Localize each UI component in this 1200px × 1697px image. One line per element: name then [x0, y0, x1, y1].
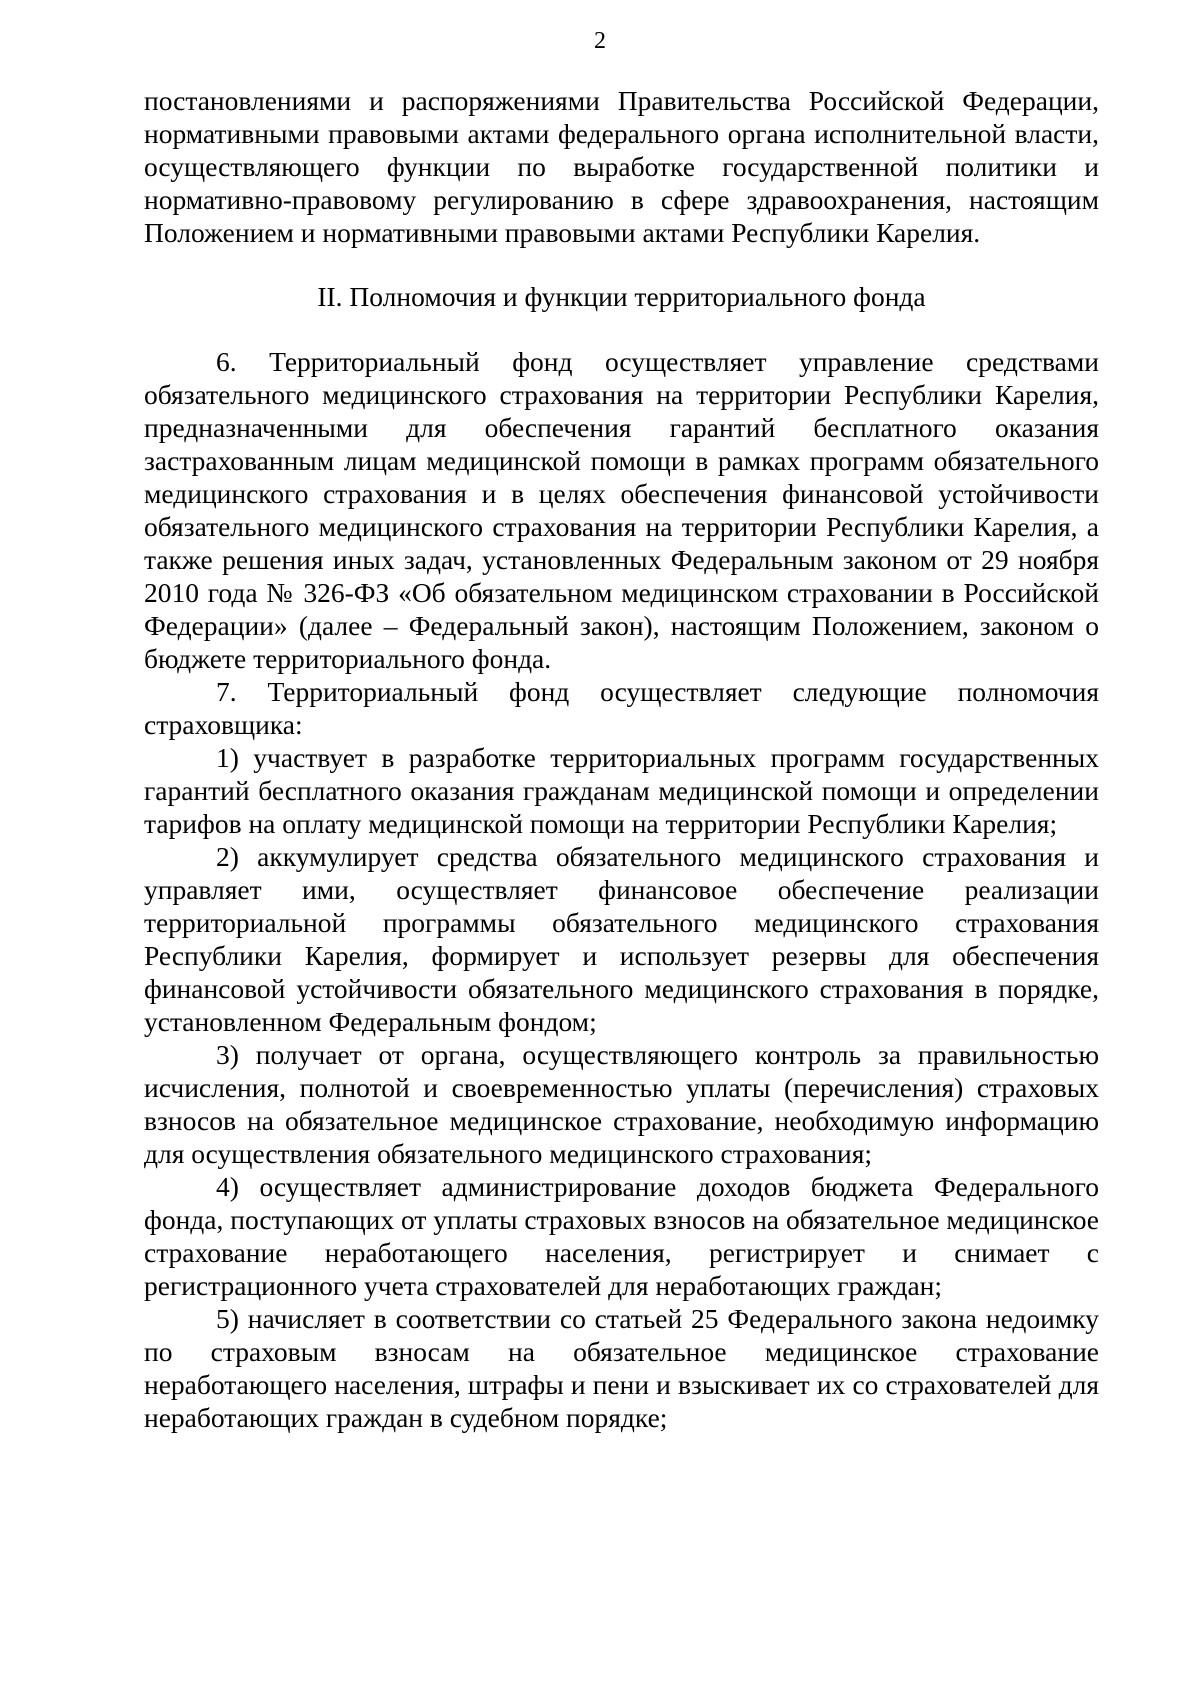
- paragraph-item-6: 6. Территориальный фонд осуществляет управление средствами обязательного медицинского страхования на территории Республики Карелия, предназначенными для обеспечения гарантий бесплатного оказания застрахованным лицам медицинской помощи в рамках программ обязательного медицинского страхования и в целях обеспечения финансовой устойчивости обязательного медицинского страхования на территории Республики Карелия, а также решения иных задач, установленных Федеральным законом от 29 ноября 2010 года № 326-ФЗ «Об обязательном медицинском страховании в Российской Федерации» (далее – Федеральный закон), настоящим Положением, законом о бюджете территориального фонда.: [144, 346, 1099, 674]
- page-number: 2: [594, 28, 606, 54]
- paragraph-subitem-1: 1) участвует в разработке территориальных программ государственных гарантий бесплатного оказания гражданам медицинской помощи и определении тарифов на оплату медицинской помощи на территории Республики Карелия;: [144, 742, 1099, 839]
- paragraph-subitem-3: 3) получает от органа, осуществляющего контроль за правильностью исчисления, полнотой и своевременностью уплаты (перечисления) страховых взносов на обязательное медицинское страхование, необходимую информацию для осуществления обязательного медицинского страхования;: [144, 1039, 1099, 1169]
- paragraph-subitem-4: 4) осуществляет администрирование доходов бюджета Федерального фонда, поступающих от уплаты страховых взносов на обязательное медицинское страхование неработающего населения, регистрирует и снимает с регистрационного учета страхователей для неработающих граждан;: [144, 1171, 1099, 1301]
- paragraph-subitem-5: 5) начисляет в соответствии со статьей 25 Федерального закона недоимку по страховым взносам на обязательное медицинское страхование неработающего населения, штрафы и пени и взыскивает их со страхователей для неработающих граждан в судебном порядке;: [144, 1303, 1099, 1433]
- document-body: [144, 84, 1099, 1434]
- paragraph-item-7: 7. Территориальный фонд осуществляет следующие полномочия страховщика:: [144, 676, 1099, 740]
- paragraph-subitem-2: 2) аккумулирует средства обязательного медицинского страхования и управляет ими, осуществляет финансовое обеспечение реализации территориальной программы обязательного медицинского страхования Республики Карелия, формирует и использует резервы для обеспечения финансовой устойчивости обязательного медицинского страхования в порядке, установленном Федеральным фондом;: [144, 841, 1099, 1037]
- intro-paragraph: постановлениями и распоряжениями Правительства Российской Федерации, нормативными правовыми актами федерального органа исполнительной власти, осуществляющего функции по выработке государственной политики и нормативно-правовому регулированию в сфере здравоохранения, настоящим Положением и нормативными правовыми актами Республики Карелия.: [144, 85, 1099, 248]
- section-heading: II. Полномочия и функции территориального фонда: [317, 281, 926, 312]
